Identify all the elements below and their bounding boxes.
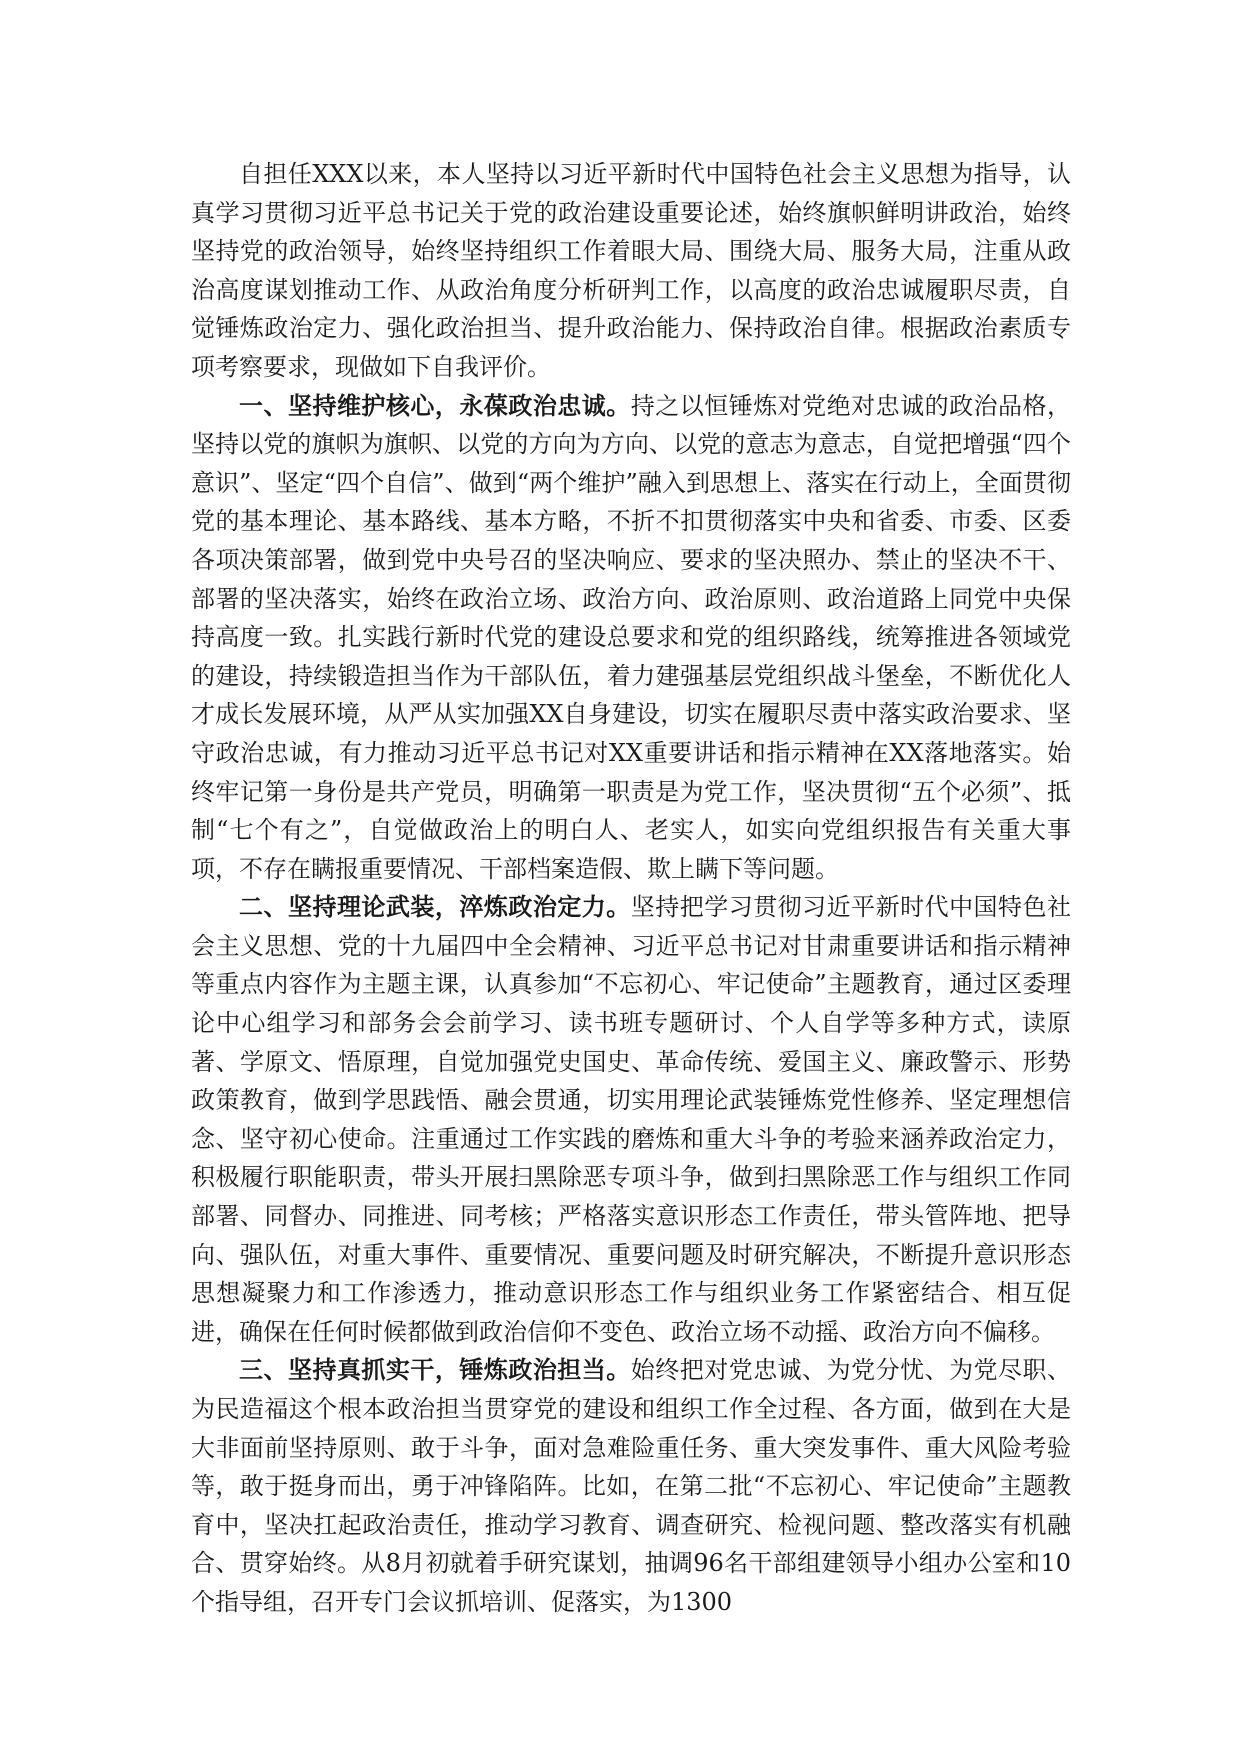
section-body-3: 始终把对党忠诚、为党分忧、为党尽职、为民造福这个根本政治担当贯穿党的建设和组织工作全过程、各方面，做到在大是大非面前坚持原则、敢于斗争，面对急难险重任务、重大突发事件、重大风险考验等，敢于挺身而出，勇于冲锋陷阵。比如，在第二批“不忘初心、牢记使命”主题教育中，坚决扛起政治责任，推动学习教育、调查研究、检视问题、整改落实有机融合、贯穿始终。从8月初就着手研究谋划，抽调96名干部组建领导小组办公室和10个指导组，召开专门会议抓培训、促落实，为1300 — [191, 1356, 1072, 1616]
section-heading-2: 二、坚持理论武装，淬炼政治定力。 — [239, 892, 631, 922]
section-heading-1: 一、坚持维护核心，永葆政治忠诚。 — [239, 390, 631, 420]
intro-paragraph — [191, 155, 1071, 387]
section-body-2: 坚持把学习贯彻习近平新时代中国特色社会主义思想、党的十九届四中全会精神、习近平总书记对甘肃重要讲话和指示精神等重点内容作为主题主课，认真参加“不忘初心、牢记使命”主题教育，通过区委理论中心组学习和部务会会前学习、读书班专题研讨、个人自学等多种方式，读原著、学原文、悟原理，自觉加强党史国史、革命传统、爱国主义、廉政警示、形势政策教育，做到学思践悟、融会贯通，切实用理论武装锤炼党性修养、坚定理想信念、坚守初心使命。注重通过工作实践的磨炼和重大斗争的考验来涵养政治定力，积极履行职能职责，带头开展扫黑除恶专项斗争，做到扫黑除恶工作与组织工作同部署、同督办、同推进、同考核；严格落实意识形态工作责任，带头管阵地、把导向、强队伍，对重大事件、重要情况、重要问题及时研究解决，不断提升意识形态思想凝聚力和工作渗透力，推动意识形态工作与组织业务工作紧密结合、相互促进，确保在任何时候都做到政治信仰不变色、政治立场不动摇、政治方向不偏移。 — [191, 893, 1072, 1346]
intro-text: 自担任XXX以来，本人坚持以习近平新时代中国特色社会主义思想为指导，认真学习贯彻习近平总书记关于党的政治建设重要论述，始终旗帜鲜明讲政治，始终坚持党的政治领导，始终坚持组织工作着眼大局、围绕大局、服务大局，注重从政治高度谋划推动工作、从政治角度分析研判工作，以高度的政治忠诚履职尽责，自觉锤炼政治定力、强化政治担当、提升政治能力、保持政治自律。根据政治素质专项考察要求，现做如下自我评价。 — [191, 160, 1071, 381]
section-heading-3: 三、坚持真抓实干，锤炼政治担当。 — [239, 1355, 631, 1385]
section-paragraph-3 — [191, 1351, 1071, 1621]
section-paragraph-1 — [191, 387, 1071, 889]
document-body — [191, 155, 1071, 1622]
section-body-1: 持之以恒锤炼对党绝对忠诚的政治品格，坚持以党的旗帜为旗帜、以党的方向为方向、以党的意志为意志，自觉把增强“四个意识”、坚定“四个自信”、做到“两个维护”融入到思想上、落实在行动上，全面贯彻党的基本理论、基本路线、基本方略，不折不扣贯彻落实中央和省委、市委、区委各项决策部署，做到党中央号召的坚决响应、要求的坚决照办、禁止的坚决不干、部署的坚决落实，始终在政治立场、政治方向、政治原则、政治道路上同党中央保持高度一致。扎实践行新时代党的建设总要求和党的组织路线，统筹推进各领域党的建设，持续锻造担当作为干部队伍，着力建强基层党组织战斗堡垒，不断优化人才成长发展环境，从严从实加强XX自身建设，切实在履职尽责中落实政治要求、坚守政治忠诚，有力推动习近平总书记对XX重要讲话和指示精神在XX落地落实。始终牢记第一身份是共产党员，明确第一职责是为党工作，坚决贯彻“五个必须”、抵制“七个有之”，自觉做政治上的明白人、老实人，如实向党组织报告有关重大事项，不存在瞒报重要情况、干部档案造假、欺上瞒下等问题。 — [191, 391, 1072, 883]
section-paragraph-2 — [191, 888, 1071, 1351]
